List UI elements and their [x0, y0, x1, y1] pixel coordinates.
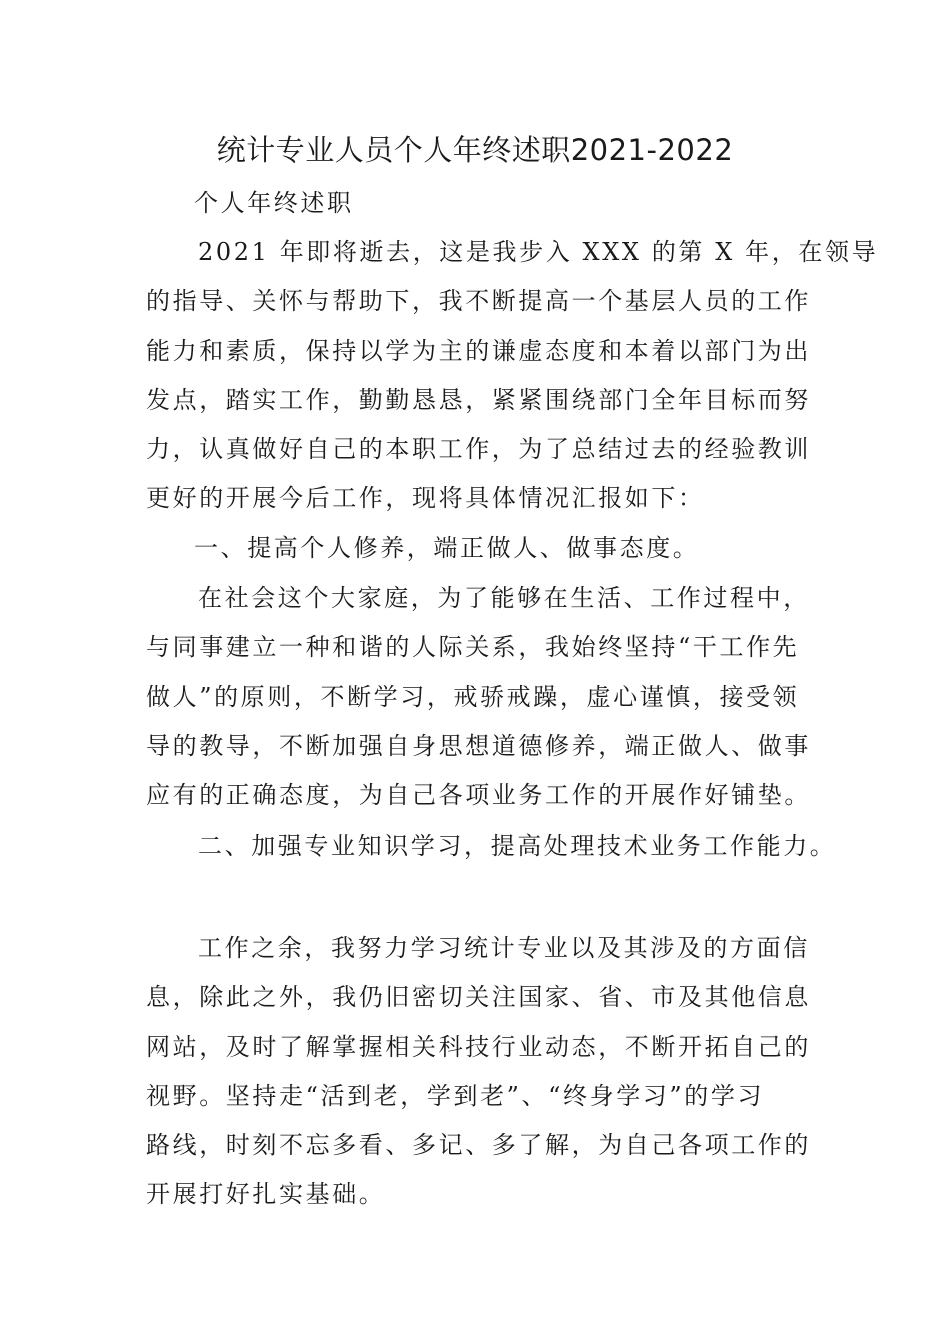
document-title: 统计专业人员个人年终述职2021-2022: [216, 133, 734, 167]
paragraph-line: 与同事建立一种和谐的人际关系，我始终坚持“干工作先: [146, 633, 800, 662]
paragraph-line: 导的教导，不断加强自身思想道德修养，端正做人、做事: [146, 731, 811, 760]
paragraph-line: 工作之余，我努力学习统计专业以及其涉及的方面信: [198, 934, 810, 962]
paragraph-2: [146, 574, 810, 820]
paragraph-line: 的指导、关怀与帮助下，我不断提高一个基层人员的工作: [146, 287, 811, 316]
document-subtitle: 个人年终述职: [194, 189, 354, 217]
section-heading-1-block: [146, 524, 810, 573]
section-heading-2-block: [146, 822, 837, 871]
paragraph-line: 更好的开展今后工作，现将具体情况汇报如下：: [146, 484, 705, 513]
paragraph-3: [146, 924, 810, 1220]
paragraph-line: 开展打好扎实基础。: [146, 1180, 386, 1209]
paragraph-1: [146, 228, 879, 524]
paragraph-line: 视野。坚持走“活到老，学到老”、“终身学习”的学习: [146, 1081, 765, 1110]
paragraph-line: 息，除此之外，我仍旧密切关注国家、省、市及其他信息: [146, 983, 811, 1012]
paragraph-line: 应有的正确态度，为自己各项业务工作的开展作好铺垫。: [146, 781, 811, 810]
paragraph-line: 力，认真做好自己的本职工作，为了总结过去的经验教训: [146, 435, 811, 464]
paragraph-line: 路线，时刻不忘多看、多记、多了解，为自己各项工作的: [146, 1131, 811, 1160]
paragraph-line: 能力和素质，保持以学为主的谦虚态度和本着以部门为出: [146, 336, 811, 365]
paragraph-line: 发点，踏实工作，勤勤恳恳，紧紧围绕部门全年目标而努: [146, 385, 811, 414]
paragraph-line: 2021 年即将逝去，这是我步入 XXX 的第 X 年，在领导: [198, 238, 879, 266]
paragraph-line: 网站，及时了解掌握相关科技行业动态，不断开拓自己的: [146, 1032, 811, 1061]
section-heading-1: 一、提高个人修养，端正做人、做事态度。: [194, 534, 700, 562]
document-subtitle-block: [146, 179, 810, 228]
paragraph-line: 在社会这个大家庭，为了能够在生活、工作过程中，: [198, 584, 810, 612]
paragraph-line: 做人”的原则，不断学习，戒骄戒躁，虚心谨慎，接受领: [146, 682, 800, 711]
section-heading-2: 二、加强专业知识学习，提高处理技术业务工作能力。: [198, 832, 837, 860]
